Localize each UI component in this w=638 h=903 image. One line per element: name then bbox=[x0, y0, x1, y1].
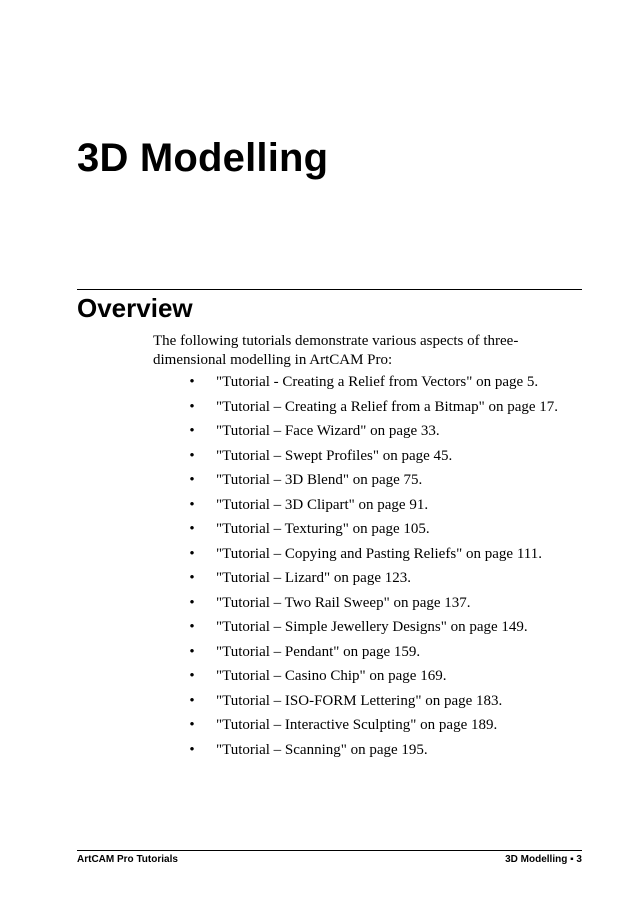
bullet-icon: • bbox=[189, 374, 195, 390]
list-item[interactable] bbox=[186, 373, 558, 398]
tutorial-link[interactable]: "Tutorial – 3D Blend" on page 75. bbox=[216, 472, 423, 488]
bullet-icon: • bbox=[189, 398, 195, 415]
list-item[interactable] bbox=[186, 422, 558, 447]
tutorial-link[interactable]: "Tutorial – Lizard" on page 123. bbox=[216, 570, 411, 586]
tutorial-link[interactable]: "Tutorial - Creating a Relief from Vectors" on page 5. bbox=[216, 374, 539, 390]
tutorial-link[interactable]: "Tutorial – Swept Profiles" on page 45. bbox=[216, 447, 453, 464]
tutorial-list bbox=[186, 373, 558, 765]
footer-book-title: ArtCAM Pro Tutorials bbox=[77, 854, 178, 865]
section-title: Overview bbox=[77, 293, 193, 323]
intro-line-2: dimensional modelling in ArtCAM Pro: bbox=[153, 352, 393, 368]
list-item[interactable] bbox=[186, 618, 558, 643]
list-item[interactable] bbox=[186, 545, 558, 570]
list-item[interactable] bbox=[186, 398, 558, 423]
tutorial-link[interactable]: "Tutorial – Copying and Pasting Reliefs" on page 111. bbox=[216, 545, 542, 562]
bullet-icon: • bbox=[189, 496, 195, 513]
footer-divider bbox=[77, 850, 582, 851]
tutorial-link[interactable]: "Tutorial – Two Rail Sweep" on page 137. bbox=[216, 594, 471, 611]
bullet-icon: • bbox=[189, 692, 195, 709]
bullet-icon: • bbox=[189, 741, 195, 758]
footer-page-label: 3D Modelling ▪ 3 bbox=[505, 854, 582, 865]
tutorial-link[interactable]: "Tutorial – ISO-FORM Lettering" on page 183. bbox=[216, 692, 503, 709]
bullet-icon: • bbox=[189, 423, 195, 439]
bullet-icon: • bbox=[189, 447, 195, 464]
bullet-icon: • bbox=[189, 545, 195, 562]
list-item[interactable] bbox=[186, 692, 558, 717]
tutorial-link[interactable]: "Tutorial – Scanning" on page 195. bbox=[216, 741, 428, 758]
tutorial-link[interactable]: "Tutorial – Pendant" on page 159. bbox=[216, 643, 421, 660]
list-item[interactable] bbox=[186, 471, 558, 496]
tutorial-link[interactable]: "Tutorial – Texturing" on page 105. bbox=[216, 521, 430, 537]
list-item[interactable] bbox=[186, 667, 558, 692]
list-item[interactable] bbox=[186, 643, 558, 668]
list-item[interactable] bbox=[186, 569, 558, 594]
list-item[interactable] bbox=[186, 594, 558, 619]
bullet-icon: • bbox=[189, 521, 195, 537]
bullet-icon: • bbox=[189, 594, 195, 611]
tutorial-link[interactable]: "Tutorial – Casino Chip" on page 169. bbox=[216, 668, 447, 684]
tutorial-link[interactable]: "Tutorial – Simple Jewellery Designs" on page 149. bbox=[216, 619, 528, 635]
tutorial-link[interactable]: "Tutorial – 3D Clipart" on page 91. bbox=[216, 496, 429, 513]
list-item[interactable] bbox=[186, 496, 558, 521]
list-item[interactable] bbox=[186, 520, 558, 545]
bullet-icon: • bbox=[189, 643, 195, 660]
bullet-icon: • bbox=[189, 570, 195, 586]
bullet-icon: • bbox=[189, 717, 195, 733]
tutorial-link[interactable]: "Tutorial – Creating a Relief from a Bitmap" on page 17. bbox=[216, 398, 559, 415]
intro-line-1: The following tutorials demonstrate various aspects of three- bbox=[153, 333, 519, 349]
list-item[interactable] bbox=[186, 741, 558, 766]
tutorial-link[interactable]: "Tutorial – Interactive Sculpting" on page 189. bbox=[216, 717, 498, 733]
intro-paragraph bbox=[153, 332, 533, 370]
list-item[interactable] bbox=[186, 716, 558, 741]
bullet-icon: • bbox=[189, 472, 195, 488]
bullet-icon: • bbox=[189, 668, 195, 684]
tutorial-link[interactable]: "Tutorial – Face Wizard" on page 33. bbox=[216, 423, 440, 439]
section-divider bbox=[77, 289, 582, 290]
bullet-icon: • bbox=[189, 619, 195, 635]
list-item[interactable] bbox=[186, 447, 558, 472]
chapter-title: 3D Modelling bbox=[77, 136, 329, 180]
